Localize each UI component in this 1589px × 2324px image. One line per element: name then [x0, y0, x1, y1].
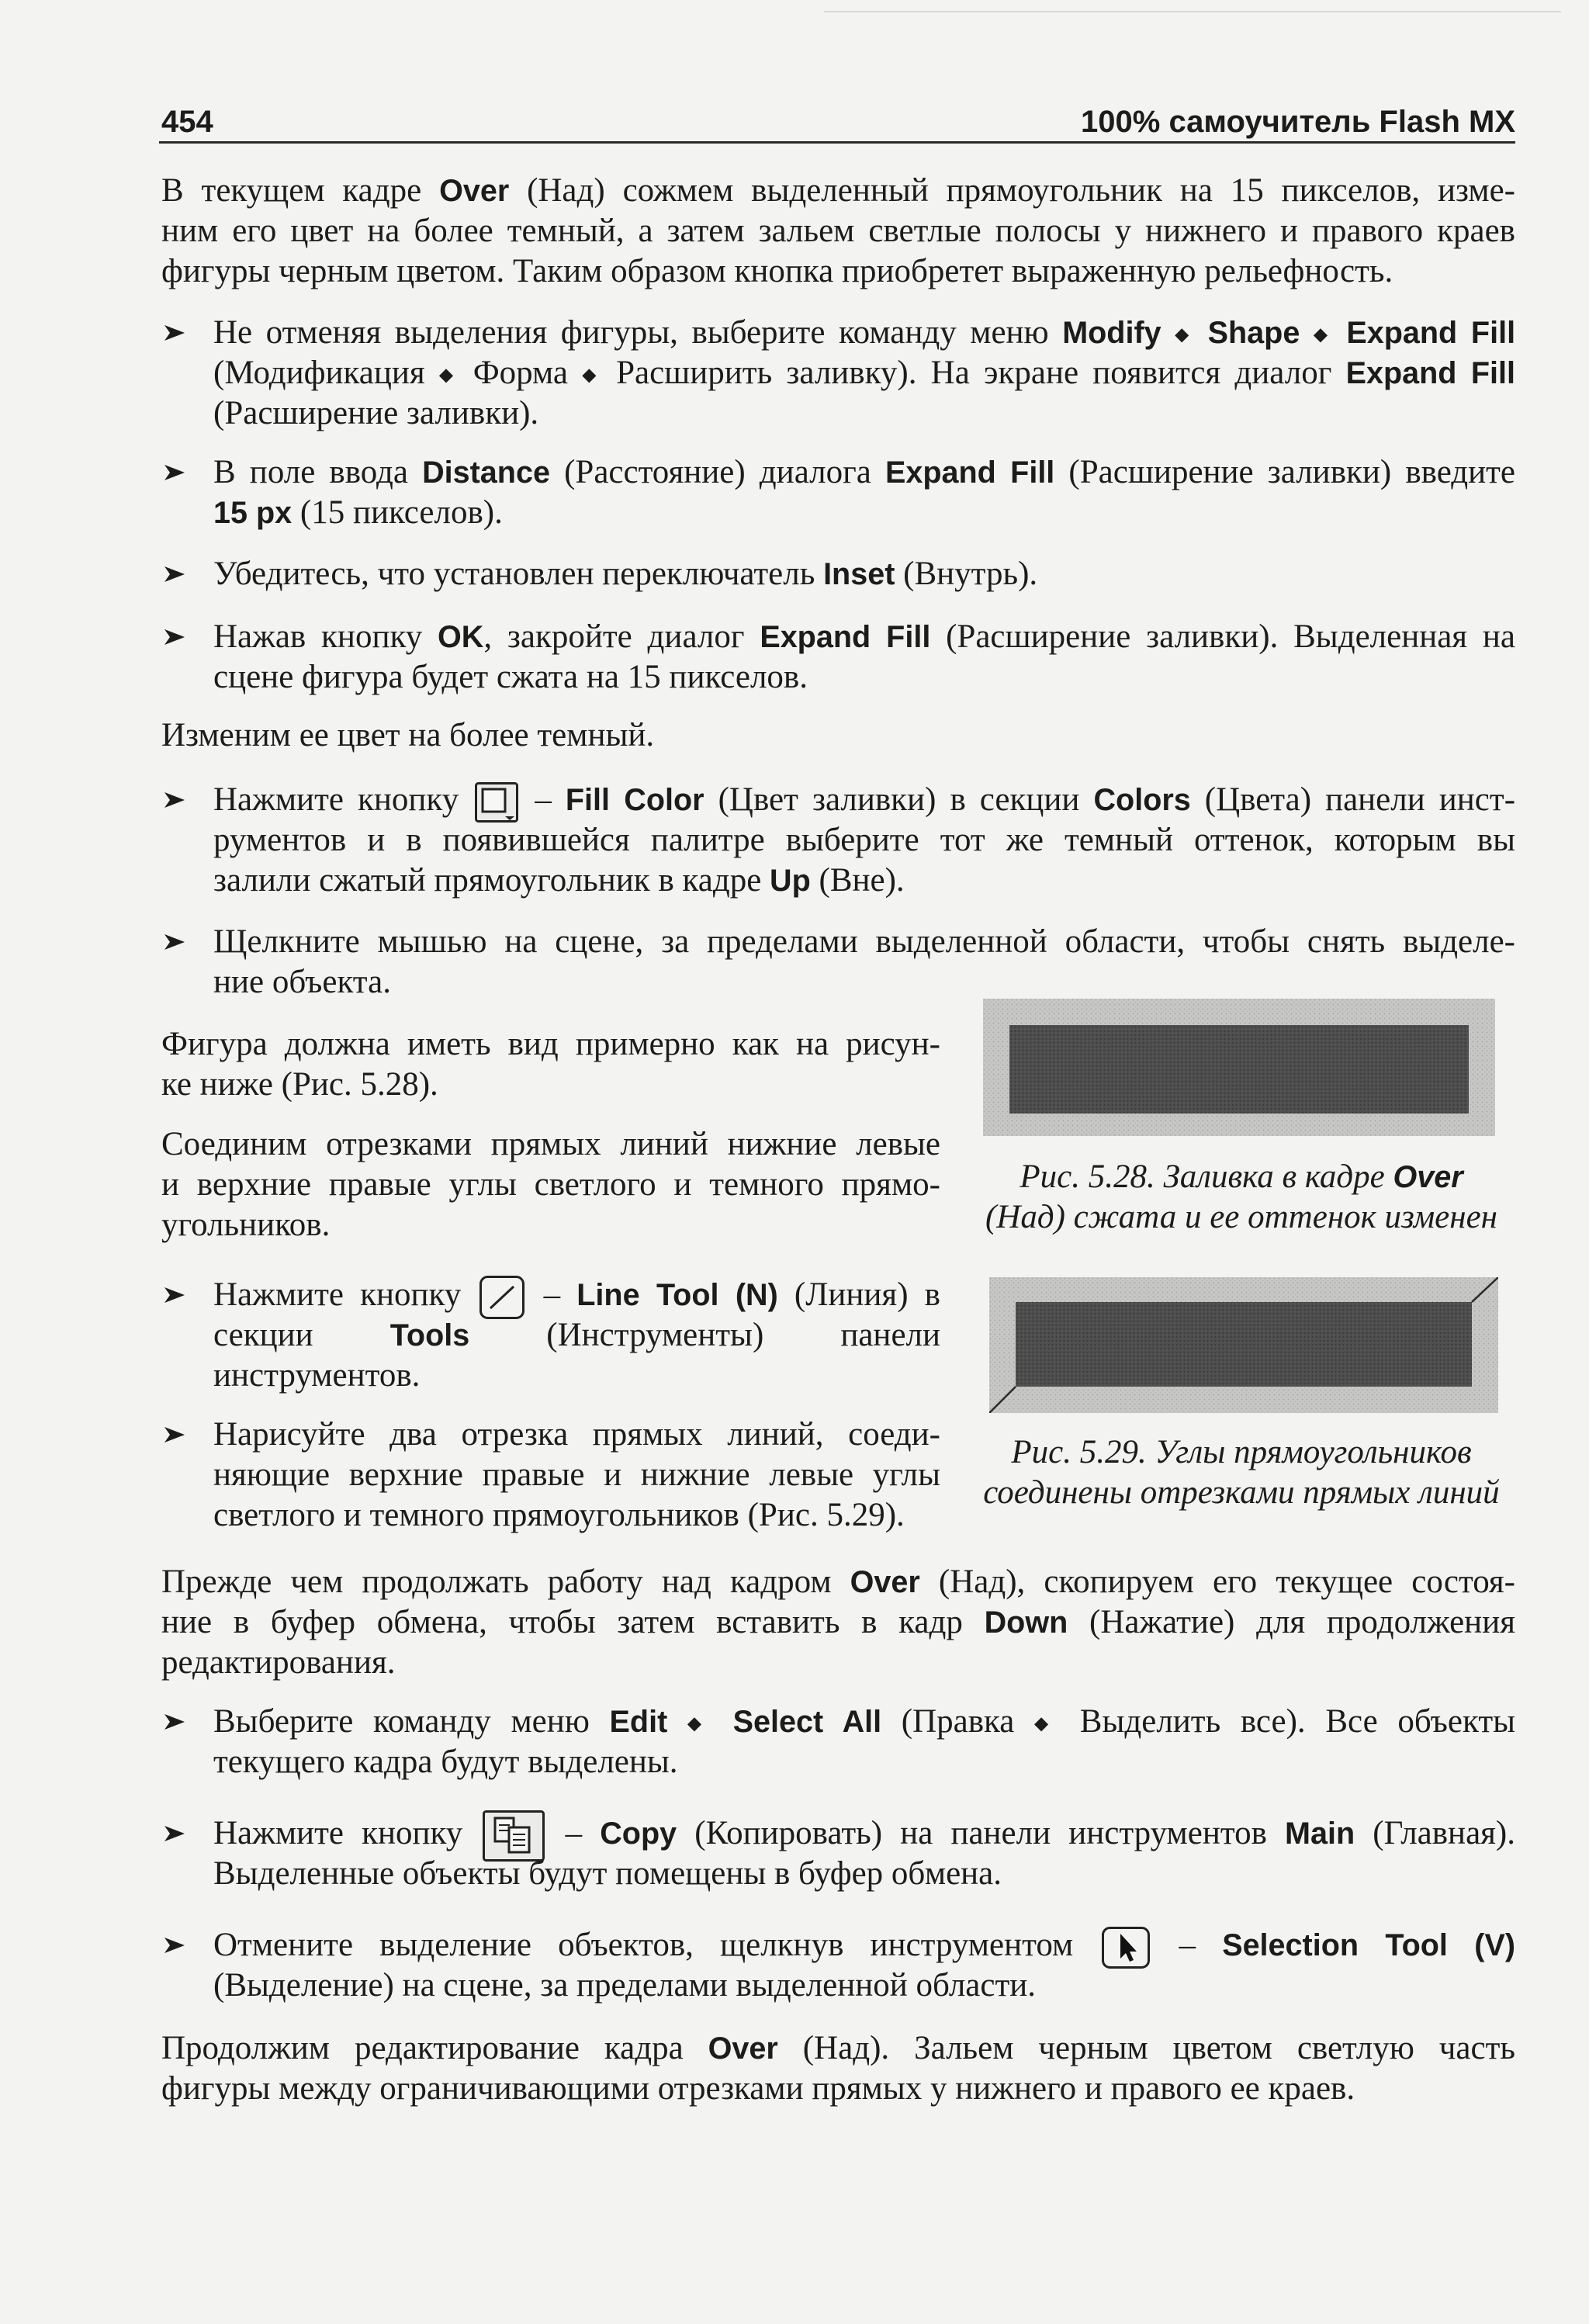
- menu-path-separator: ◆: [1175, 323, 1195, 345]
- figure-5-28-image: [983, 999, 1495, 1136]
- text-run: Выделенные объекты будут помещены в буфер обмена.: [213, 1855, 1002, 1892]
- bold-term: Modify: [1062, 316, 1161, 350]
- text-run: [713, 1703, 733, 1740]
- text-line: [161, 1562, 1515, 1602]
- text-line: [213, 1455, 940, 1495]
- bullet-arrow-icon: [164, 1938, 185, 1953]
- bold-term: Copy: [600, 1817, 677, 1851]
- bullet-arrow-icon: [164, 1287, 185, 1303]
- text-run: [1333, 314, 1347, 351]
- bullet-arrow-icon: [164, 465, 185, 480]
- text-run: Нажмите кнопку: [213, 1815, 481, 1851]
- text-line: [213, 554, 1515, 594]
- text-line: [213, 1966, 1515, 2006]
- bold-term: Select All: [732, 1705, 882, 1739]
- text-run: , закройте диалог: [483, 618, 760, 655]
- text-run: –: [527, 1276, 577, 1313]
- text-run: [1194, 314, 1208, 351]
- text-run: (Расширение заливки) введите: [1054, 454, 1515, 490]
- text-run: (Инструменты) панели: [469, 1317, 940, 1353]
- bullet-item: [161, 1813, 1515, 1894]
- text-line: [213, 452, 1515, 493]
- text-run: Изменим ее цвет на более темный.: [161, 717, 655, 753]
- text-run: залили сжатый прямоугольник в кадре: [213, 862, 770, 899]
- text-run: текущего кадра будут выделены.: [213, 1744, 678, 1780]
- text-run: и верхние правые углы светлого и темного прямо-: [161, 1166, 940, 1203]
- bullet-item: [161, 1702, 1515, 1782]
- bullet-item: [161, 1925, 1515, 2006]
- text-run: [1161, 314, 1175, 351]
- bullet-arrow-icon: [164, 1427, 185, 1443]
- header-rule: [159, 141, 1515, 144]
- text-line: [213, 820, 1515, 861]
- bold-term: Up: [770, 864, 811, 898]
- text-line: [213, 1702, 1515, 1742]
- text-run: (Расширение заливки). Выделенная на: [930, 618, 1515, 655]
- bullet-text: [213, 554, 1515, 594]
- bold-term: 15 px: [213, 496, 293, 530]
- text-line: [161, 2069, 1515, 2109]
- text-line: [213, 353, 1515, 393]
- text-line: [213, 780, 1515, 820]
- text-run: фигуры черным цветом. Таким образом кнопка приобретет выраженную рельефность.: [161, 253, 1393, 289]
- text-line: [161, 171, 1515, 211]
- text-run: [1300, 314, 1314, 351]
- text-line: [213, 1356, 940, 1396]
- text-run: Расширить заливку). На экране появится диалог: [601, 355, 1346, 391]
- text-run: сцене фигура будет сжата на 15 пикселов.: [213, 659, 808, 695]
- text-run: ке ниже (Рис. 5.28).: [161, 1066, 438, 1103]
- text-run: Щелкните мышью на сцене, за пределами выделенной области, чтобы снять выделе-: [213, 923, 1515, 960]
- text-run: Форма: [459, 355, 583, 391]
- text-line: [161, 2028, 1515, 2069]
- bold-term: Expand Fill: [1346, 316, 1516, 350]
- bold-term: Over: [708, 2031, 778, 2066]
- bullet-item: [161, 780, 1515, 901]
- text-run: соединены отрезками прямых линий: [983, 1474, 1500, 1511]
- text-line: [213, 1275, 940, 1315]
- text-run: Отмените выделение объектов, щелкнув инструментом: [213, 1927, 1100, 1963]
- text-line: [213, 1495, 940, 1536]
- text-run: Нажмите кнопку: [213, 781, 473, 818]
- text-run: (Цвет заливки) в секции: [704, 781, 1094, 818]
- text-run: (Цвета) панели инст-: [1190, 781, 1516, 818]
- text-run: (Модификация: [213, 355, 439, 391]
- line-tool-icon: [479, 1276, 524, 1319]
- text-run: (Над), скопируем его текущее состоя-: [919, 1564, 1515, 1600]
- text-run: Фигура должна иметь вид примерно как на рисун-: [161, 1026, 940, 1062]
- running-header-title: 100% самоучитель Flash MX: [1081, 105, 1515, 139]
- bullet-arrow-icon: [164, 1826, 185, 1841]
- text-line: [161, 1065, 940, 1105]
- bullet-item: [161, 313, 1515, 434]
- bullet-item: [161, 1275, 940, 1396]
- bold-term: Edit: [609, 1705, 668, 1739]
- text-run: (Линия) в: [777, 1276, 940, 1313]
- text-line: [213, 1813, 1515, 1854]
- text-run: (Выделение) на сцене, за пределами выделенной области.: [213, 1967, 1037, 2004]
- bullet-text: [213, 780, 1515, 901]
- bullet-text: [213, 313, 1515, 434]
- bullet-arrow-icon: [164, 934, 185, 950]
- text-line: [962, 1432, 1521, 1473]
- text-run: ние в буфер обмена, чтобы затем вставить в кадр: [161, 1604, 985, 1640]
- paragraph: [161, 715, 1515, 756]
- bold-term: Selection Tool (V): [1222, 1928, 1516, 1962]
- text-run: фигуры между ограничивающими отрезками прямых у нижнего и правого ее краев.: [161, 2070, 1355, 2107]
- menu-path-separator: ◆: [1034, 1712, 1061, 1734]
- bold-term: Expand Fill: [760, 620, 931, 654]
- text-run: секции: [213, 1317, 390, 1353]
- text-line: [962, 1197, 1521, 1238]
- bold-term: Main: [1285, 1817, 1355, 1851]
- text-run: Рис. 5.28. Заливка в кадре: [1020, 1159, 1393, 1195]
- bold-term: Down: [984, 1605, 1068, 1640]
- bullet-item: [161, 554, 1515, 594]
- menu-path-separator: ◆: [1313, 323, 1333, 345]
- text-line: [161, 1024, 940, 1065]
- paragraph: [161, 1562, 1515, 1683]
- text-run: (Расстояние) диалога: [549, 454, 885, 490]
- text-line: [213, 1925, 1515, 1966]
- text-run: угольников.: [161, 1207, 331, 1243]
- text-line: [213, 617, 1515, 657]
- text-line: [161, 211, 1515, 251]
- selection-arrow-icon: [1102, 1927, 1150, 1969]
- bullet-item: [161, 922, 1515, 1003]
- text-run: Рис. 5.29. Углы прямоугольников: [1011, 1434, 1472, 1470]
- text-run: инструментов.: [213, 1357, 421, 1394]
- text-line: [161, 715, 1515, 756]
- bold-term: Over: [439, 174, 510, 208]
- text-run: –: [1152, 1927, 1223, 1963]
- bullet-text: [213, 617, 1515, 698]
- text-run: редактирования.: [161, 1644, 396, 1681]
- bullet-arrow-icon: [164, 629, 185, 645]
- fill-color-icon: [475, 782, 518, 823]
- bullet-item: [161, 1415, 940, 1536]
- text-run: [667, 1703, 687, 1740]
- text-run: (Правка: [881, 1703, 1035, 1740]
- text-run: –: [547, 1815, 601, 1851]
- text-line: [213, 313, 1515, 353]
- bold-term: Distance: [422, 455, 550, 490]
- bold-term: Inset: [823, 557, 895, 591]
- bold-term: Tools: [389, 1318, 470, 1352]
- menu-path-separator: ◆: [438, 363, 459, 386]
- bullet-text: [213, 1925, 1515, 2006]
- text-line: [213, 393, 1515, 434]
- text-run: Нажмите кнопку: [213, 1276, 478, 1313]
- bold-term: Fill Color: [565, 783, 704, 817]
- bullet-text: [213, 1702, 1515, 1782]
- bullet-text: [213, 452, 1515, 533]
- text-run: (15 пикселов).: [292, 494, 503, 531]
- text-line: [213, 1742, 1515, 1782]
- text-run: рументов и в появившейся палитре выберите тот же темный оттенок, которым вы: [213, 822, 1515, 858]
- text-run: Выберите команду меню: [213, 1703, 610, 1740]
- text-line: [161, 1165, 940, 1205]
- bullet-text: [213, 922, 1515, 1003]
- bold-term: Over: [1393, 1160, 1463, 1194]
- text-run: (Копировать) на панели инструментов: [677, 1815, 1286, 1851]
- paragraph: [161, 1124, 940, 1245]
- text-run: Выделить все). Все объекты: [1060, 1703, 1515, 1740]
- text-run: (Нажатие) для продолжения: [1068, 1604, 1515, 1640]
- paragraph: [161, 2028, 1515, 2109]
- text-run: (Вне).: [810, 862, 905, 899]
- text-line: [161, 1124, 940, 1165]
- text-line: [213, 1854, 1515, 1894]
- bold-term: Colors: [1093, 783, 1191, 817]
- text-run: (Расширение заливки).: [213, 395, 539, 431]
- text-run: (Над). Зальем черным цветом светлую часть: [777, 2030, 1515, 2066]
- text-line: [213, 493, 1515, 533]
- dark-rectangle: [1009, 1025, 1469, 1114]
- text-run: ние объекта.: [213, 964, 391, 1000]
- bullet-text: [213, 1275, 940, 1396]
- bold-term: Expand Fill: [1345, 356, 1515, 390]
- bold-term: Expand Fill: [885, 455, 1055, 490]
- bullet-text: [213, 1813, 1515, 1894]
- bullet-arrow-icon: [164, 325, 185, 341]
- figure-5-29-image: [989, 1277, 1498, 1413]
- text-line: [213, 1315, 940, 1356]
- text-run: (Главная).: [1355, 1815, 1516, 1851]
- paragraph: [161, 171, 1515, 292]
- text-run: Убедитесь, что установлен переключатель: [213, 556, 824, 592]
- bullet-arrow-icon: [164, 1714, 185, 1730]
- menu-path-separator: ◆: [687, 1712, 713, 1734]
- text-run: Не отменяя выделения фигуры, выберите команду меню: [213, 314, 1063, 351]
- bullet-item: [161, 452, 1515, 533]
- text-line: [213, 657, 1515, 698]
- text-run: Нарисуйте два отрезка прямых линий, соеди-: [213, 1416, 940, 1453]
- text-line: [962, 1473, 1521, 1513]
- bold-term: OK: [438, 620, 484, 654]
- paragraph: [161, 1024, 940, 1105]
- bold-term: Over: [850, 1565, 920, 1599]
- text-line: [161, 1643, 1515, 1683]
- text-run: Продолжим редактирование кадра: [161, 2030, 708, 2066]
- text-line: [161, 1205, 940, 1245]
- text-run: (Над) сожмем выделенный прямоугольник на 15 пикселов, изме-: [509, 172, 1515, 209]
- figure-caption: [962, 1432, 1521, 1513]
- text-line: [213, 922, 1515, 962]
- text-run: Прежде чем продолжать работу над кадром: [161, 1564, 850, 1600]
- text-run: В текущем кадре: [161, 172, 440, 209]
- text-run: (Внутрь).: [895, 556, 1038, 592]
- bold-term: Line Tool (N): [576, 1278, 778, 1312]
- dark-rectangle: [1016, 1302, 1472, 1387]
- bullet-text: [213, 1415, 940, 1536]
- scan-edge-line: [824, 11, 1561, 12]
- text-line: [213, 1415, 940, 1455]
- text-run: ним его цвет на более темный, а затем зальем светлые полосы у нижнего и правого краев: [161, 213, 1515, 249]
- bold-term: Shape: [1207, 316, 1300, 350]
- bullet-arrow-icon: [164, 566, 185, 582]
- text-line: [161, 1602, 1515, 1643]
- text-run: В поле ввода: [213, 454, 423, 490]
- text-run: (Над) сжата и ее оттенок изменен: [985, 1199, 1497, 1235]
- page-number: 454: [161, 105, 213, 139]
- text-run: Нажав кнопку: [213, 618, 438, 655]
- text-run: Соединим отрезками прямых линий нижние левые: [161, 1126, 940, 1162]
- text-line: [962, 1157, 1521, 1197]
- figure-caption: [962, 1157, 1521, 1238]
- text-line: [213, 861, 1515, 901]
- text-line: [161, 251, 1515, 292]
- text-run: светлого и темного прямоугольников (Рис. 5.29).: [213, 1497, 905, 1533]
- bullet-item: [161, 617, 1515, 698]
- text-run: –: [521, 781, 566, 818]
- text-line: [213, 962, 1515, 1003]
- bullet-arrow-icon: [164, 792, 185, 808]
- text-run: няющие верхние правые и нижние левые углы: [213, 1456, 940, 1493]
- menu-path-separator: ◆: [582, 363, 602, 386]
